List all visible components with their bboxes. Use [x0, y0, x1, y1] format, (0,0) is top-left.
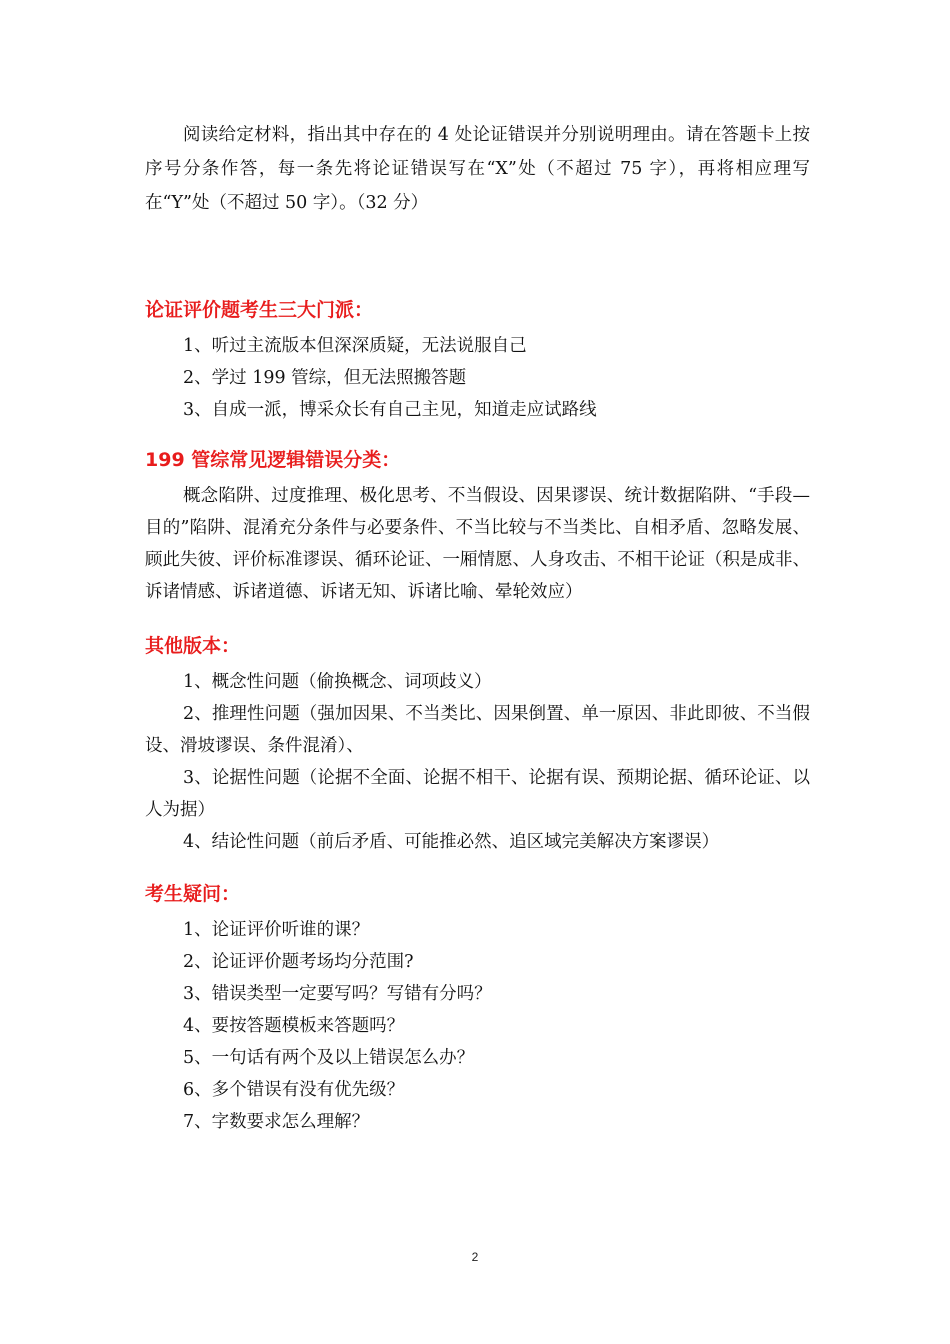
error-types-paragraph: 概念陷阱、过度推理、极化思考、不当假设、因果谬误、统计数据陷阱、“手段—目的”陷阱、混淆充分条件与必要条件、不当比较与不当类比、自相矛盾、忽略发展、顾此失彼、评价标准谬误、循环论证、一厢情愿、人身攻击、不相干论证（积是成非、诉诸情感、诉诸道德、诉诸无知、诉诸比喻、晕轮效应） [145, 486, 810, 602]
section-title-errors: 199 管综常见逻辑错误分类： [145, 449, 401, 471]
list-item: 1、论证评价听谁的课？ [183, 920, 370, 940]
list-item: 3、错误类型一定要写吗？写错有分吗？ [183, 984, 492, 1004]
list-item: 7、字数要求怎么理解？ [183, 1112, 370, 1132]
list-item: 2、学过 199 管综，但无法照搬答题 [183, 368, 467, 388]
list-item: 5、一句话有两个及以上错误怎么办？ [183, 1048, 475, 1068]
page-number: 2 [471, 1250, 479, 1264]
list-item: 2、论证评价题考场均分范围? [183, 952, 414, 972]
list-item: 3、自成一派，博采众长有自己主见，知道走应试路线 [183, 400, 597, 420]
section-title-versions: 其他版本： [145, 635, 241, 657]
intro-paragraph: 阅读给定材料，指出其中存在的 4 处论证错误并分别说明理由。请在答题卡上按序号分条作答，每一条先将论证错误写在“X”处（不超过 75 字），再将相应理写在“Y”处（不超过 50 字）。（32 分） [145, 125, 810, 213]
list-item: 4、结论性问题（前后矛盾、可能推必然、追区域完美解决方案谬误） [183, 832, 720, 852]
list-item: 4、要按答题模板来答题吗？ [183, 1016, 405, 1036]
section-title-questions: 考生疑问： [145, 883, 241, 905]
document-content [145, 118, 810, 1138]
list-item: 3、论据性问题（论据不全面、论据不相干、论据有误、预期论据、循环论证、以人为据） [145, 768, 810, 820]
list-item: 2、推理性问题（强加因果、不当类比、因果倒置、单一原因、非此即彼、不当假设、滑坡谬误、条件混淆）、 [145, 704, 810, 756]
list-item: 1、听过主流版本但深深质疑，无法说服自己 [183, 336, 527, 356]
list-item: 6、多个错误有没有优先级？ [183, 1080, 405, 1100]
list-item: 1、概念性问题（偷换概念、词项歧义） [183, 672, 492, 692]
section-title-schools: 论证评价题考生三大门派： [145, 299, 374, 321]
